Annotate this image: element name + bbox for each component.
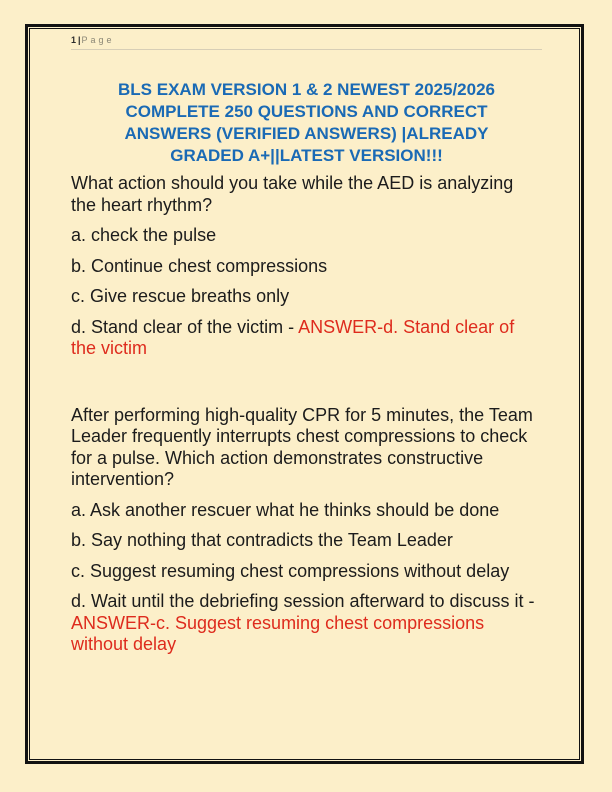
question-2-answer: ANSWER-c. Suggest resuming chest compressions without delay — [71, 612, 485, 654]
question-block-2 — [71, 405, 542, 656]
question-2-option-d: d. Wait until the debriefing session afterward to discuss it - — [71, 591, 535, 611]
question-1-option-a: a. check the pulse — [71, 225, 217, 245]
question-1-option-c: c. Give rescue breaths only — [71, 286, 290, 306]
question-1-option-d-with-answer — [71, 317, 542, 360]
question-1-text: What action should you take while the AED is analyzing the heart rhythm? — [71, 173, 514, 215]
question-1-option-d: d. Stand clear of the victim - — [71, 316, 299, 337]
page-border-inner — [29, 28, 580, 760]
blank-line — [71, 369, 542, 399]
page-label: Page — [81, 35, 115, 45]
page-separator: | — [78, 35, 81, 45]
page-content — [71, 35, 542, 665]
question-2-option-d-with-answer — [71, 591, 542, 656]
page-number: 1 — [71, 35, 78, 45]
question-2-option-c: c. Suggest resuming chest compressions without delay — [71, 560, 510, 581]
question-1-option-b: b. Continue chest compressions — [71, 255, 328, 276]
question-2-text: After performing high-quality CPR for 5 minutes, the Team Leader frequently interrupts chest compressions to check for a pulse. Which action demonstrates constructive intervention? — [71, 404, 533, 489]
question-2-option-a: a. Ask another rescuer what he thinks should be done — [71, 499, 500, 520]
document-title: BLS EXAM VERSION 1 & 2 NEWEST 2025/2026 COMPLETE 250 QUESTIONS AND CORRECT ANSWERS (VERIFIED ANSWERS) |ALREADY GRADED A+||LATEST VERSION!!! — [118, 80, 495, 165]
question-2-option-b: b. Say nothing that contradicts the Team Leader — [71, 530, 453, 550]
question-block-1 — [71, 173, 542, 360]
question-1-answer: ANSWER-d. Stand clear of the victim — [71, 316, 515, 358]
page-border — [25, 24, 584, 764]
page-header — [71, 35, 542, 50]
